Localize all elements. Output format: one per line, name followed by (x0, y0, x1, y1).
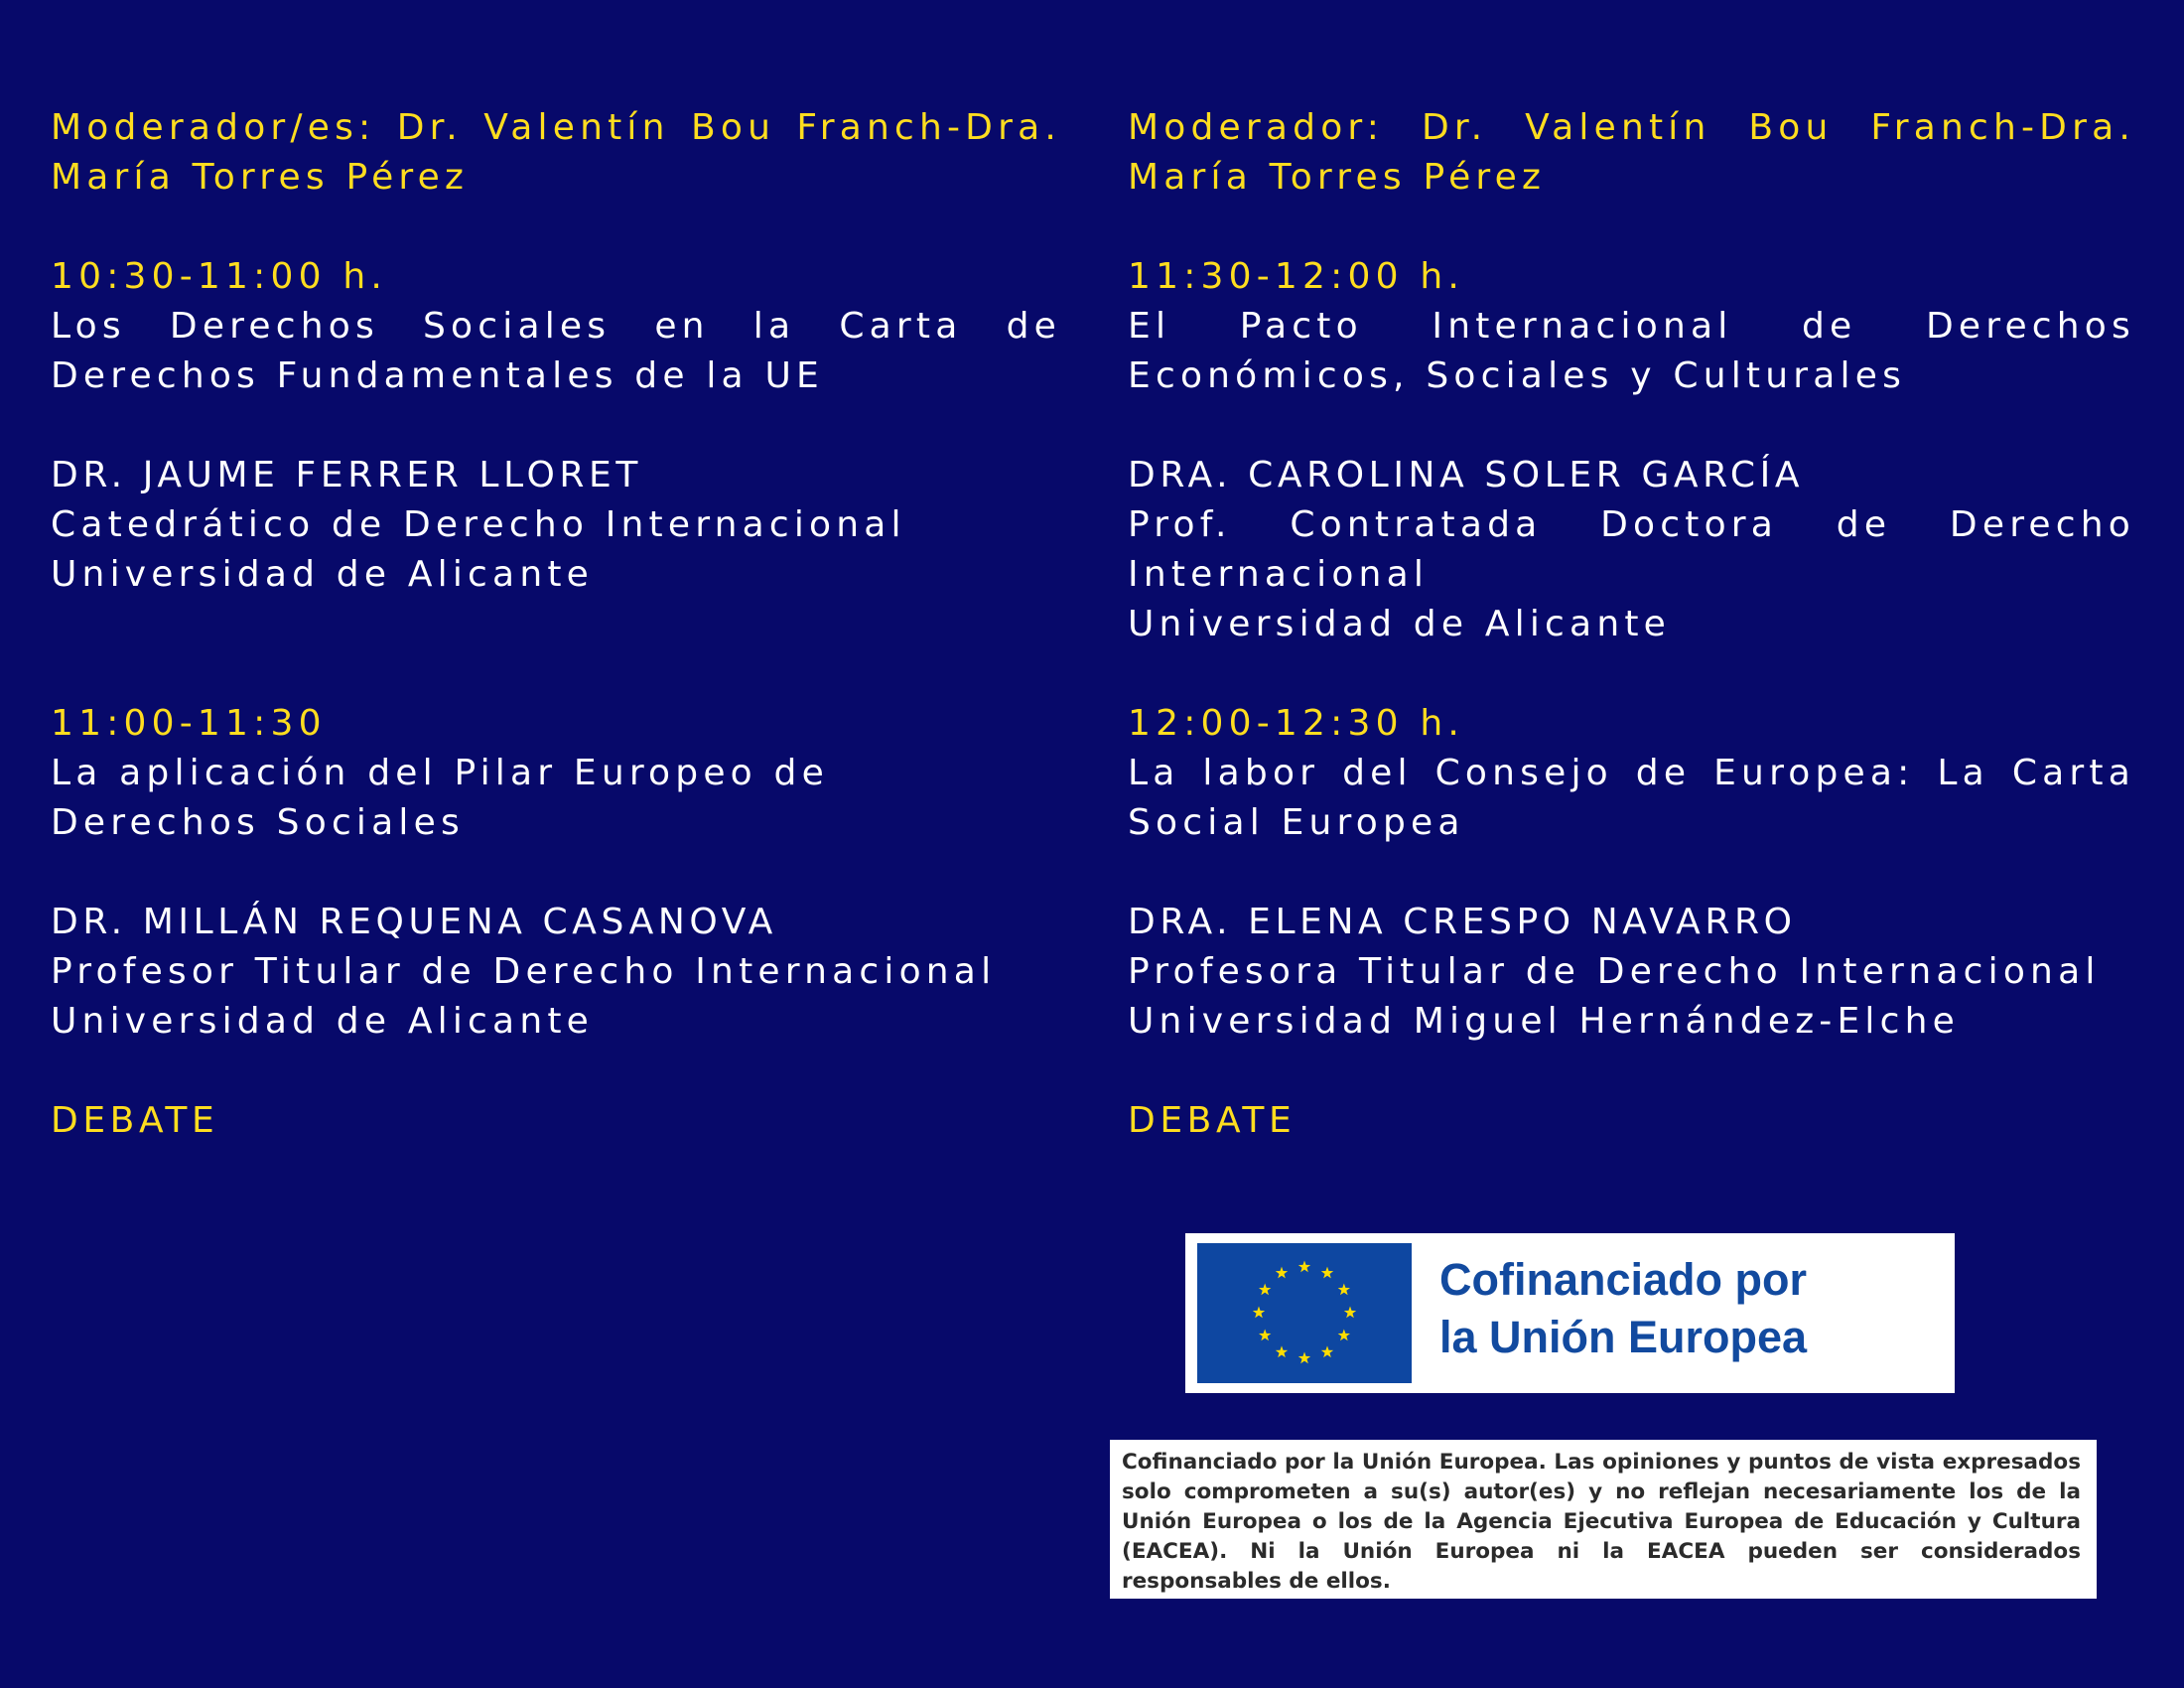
talk-title: El Pacto Internacional de Derechos Económicos, Sociales y Culturales (1128, 306, 2135, 396)
moderator-text: Moderador: Dr. Valentín Bou Franch-Dra. María Torres Pérez (1128, 107, 2135, 198)
right-column (1128, 103, 2135, 1146)
eu-logo-line2: la Unión Europea (1439, 1312, 1808, 1362)
eu-star-icon (1259, 1284, 1271, 1296)
talk-title: Los Derechos Sociales en la Carta de Derechos Fundamentales de la UE (51, 306, 1061, 396)
left-column (51, 103, 1061, 1146)
speaker-role: Catedrático de Derecho Internacional (51, 504, 906, 545)
eu-star-icon (1338, 1330, 1350, 1341)
debate-label: DEBATE (51, 1100, 219, 1141)
eu-star-icon (1276, 1345, 1288, 1357)
moderator-text: Moderador/es: Dr. Valentín Bou Franch-Dra. María Torres Pérez (51, 107, 1061, 198)
eu-star-icon (1298, 1352, 1310, 1364)
speaker-institution: Universidad Miguel Hernández-Elche (1128, 1001, 1960, 1042)
session-time: 11:00-11:30 (51, 703, 327, 744)
eu-star-icon (1259, 1330, 1271, 1341)
eu-logo-line1: Cofinanciado por (1439, 1254, 1807, 1305)
speaker-name: DRA. ELENA CRESPO NAVARRO (1128, 902, 1797, 942)
debate-label: DEBATE (1128, 1100, 1297, 1141)
speaker-name: DR. MILLÁN REQUENA CASANOVA (51, 902, 777, 942)
eu-stars (1197, 1243, 1412, 1383)
eu-flag-icon (1197, 1243, 1412, 1383)
eu-star-icon (1338, 1284, 1350, 1296)
session-time: 12:00-12:30 h. (1128, 703, 1464, 744)
session-time: 11:30-12:00 h. (1128, 256, 1464, 297)
speaker-name: DRA. CAROLINA SOLER GARCÍA (1128, 455, 1805, 495)
session-time: 10:30-11:00 h. (51, 256, 387, 297)
speaker-institution: Universidad de Alicante (51, 1001, 594, 1042)
talk-title: La labor del Consejo de Europea: La Carta Social Europea (1128, 753, 2135, 843)
disclaimer-text: Cofinanciado por la Unión Europea. Las opiniones y puntos de vista expresados solo comprometen a su(s) autor(es) y no reflejan necesariamente los de la Unión Europea o los de la Agencia Ejecutiva Europea de Educación y Cultura (EACEA). Ni la Unión Europea ni la EACEA pueden ser considerados responsables de ellos. (1110, 1440, 2097, 1599)
eu-star-icon (1321, 1345, 1333, 1357)
eu-cofunding-logo (1185, 1233, 1955, 1393)
eu-logo-text (1439, 1251, 1807, 1366)
eu-star-icon (1276, 1267, 1288, 1279)
speaker-role: Profesor Titular de Derecho Internacional (51, 951, 997, 992)
speaker-role: Prof. Contratada Doctora de Derecho Internacional (1128, 504, 2135, 595)
speaker-name: DR. JAUME FERRER LLORET (51, 455, 642, 495)
eu-star-icon (1298, 1261, 1310, 1273)
speaker-institution: Universidad de Alicante (1128, 604, 1671, 644)
speaker-role: Profesora Titular de Derecho Internacional (1128, 951, 2101, 992)
eu-star-icon (1321, 1267, 1333, 1279)
eu-star-icon (1344, 1307, 1356, 1319)
talk-title: La aplicación del Pilar Europeo de Derechos Sociales (51, 753, 829, 843)
eu-star-icon (1253, 1307, 1265, 1319)
speaker-institution: Universidad de Alicante (51, 554, 594, 595)
